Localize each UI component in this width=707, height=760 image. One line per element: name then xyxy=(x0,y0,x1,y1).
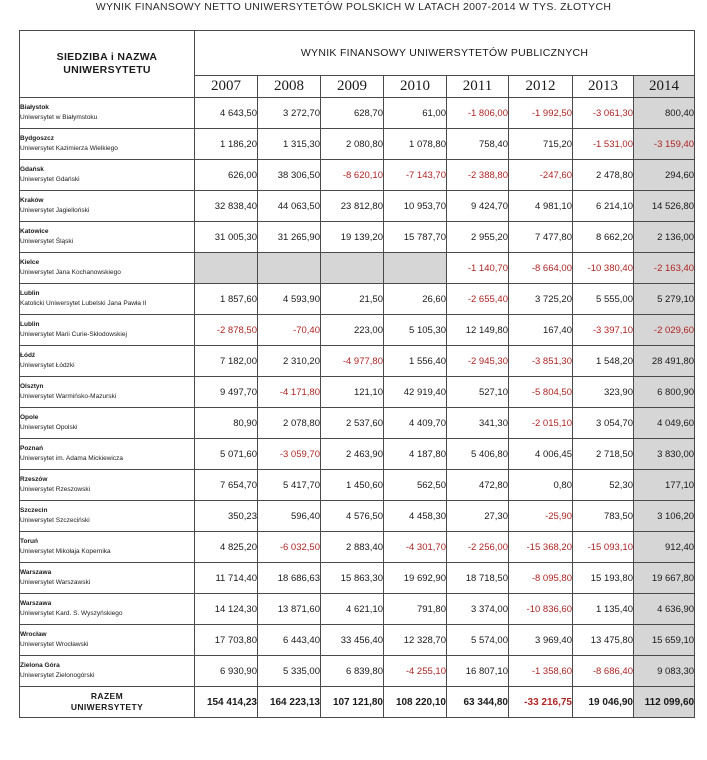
value-cell-2011: -2 388,80 xyxy=(447,160,509,191)
value-cell-2013: 3 054,70 xyxy=(573,408,634,439)
value-cell-2012: -1 992,50 xyxy=(509,98,573,129)
total-value-2014: 112 099,60 xyxy=(634,687,695,718)
value-cell-2007: 80,90 xyxy=(195,408,258,439)
value-cell-2007 xyxy=(195,253,258,284)
value-cell-2009: -4 977,80 xyxy=(321,346,384,377)
value-cell-2008: 3 272,70 xyxy=(258,98,321,129)
value-cell-2008: 4 593,90 xyxy=(258,284,321,315)
total-value-2013: 19 046,90 xyxy=(573,687,634,718)
value-cell-2014: 2 136,00 xyxy=(634,222,695,253)
university-cell xyxy=(20,439,195,470)
value-cell-2013: 8 662,20 xyxy=(573,222,634,253)
university-name: Uniwersytet im. Adama Mickiewicza xyxy=(20,455,123,462)
year-header-2009: 2009 xyxy=(321,76,384,98)
table-row xyxy=(20,625,695,656)
value-cell-2013: -15 093,10 xyxy=(573,532,634,563)
value-cell-2008: 2 078,80 xyxy=(258,408,321,439)
table-row xyxy=(20,284,695,315)
university-city: Warszawa xyxy=(20,569,52,576)
value-cell-2010: 12 328,70 xyxy=(384,625,447,656)
value-cell-2008 xyxy=(258,253,321,284)
value-cell-2013: -1 531,00 xyxy=(573,129,634,160)
total-value-2010: 108 220,10 xyxy=(384,687,447,718)
year-header-2012: 2012 xyxy=(509,76,573,98)
university-city: Opole xyxy=(20,414,39,421)
value-cell-2008: -4 171,80 xyxy=(258,377,321,408)
value-cell-2011: 758,40 xyxy=(447,129,509,160)
value-cell-2012: 7 477,80 xyxy=(509,222,573,253)
value-cell-2010: -7 143,70 xyxy=(384,160,447,191)
value-cell-2008: 5 417,70 xyxy=(258,470,321,501)
value-cell-2011: -2 256,00 xyxy=(447,532,509,563)
university-city: Katowice xyxy=(20,228,49,235)
value-cell-2010: 4 409,70 xyxy=(384,408,447,439)
value-cell-2014: 28 491,80 xyxy=(634,346,695,377)
value-cell-2013: 323,90 xyxy=(573,377,634,408)
university-city: Wrocław xyxy=(20,631,47,638)
total-label-line2: UNIWERSYTETY xyxy=(70,702,144,712)
value-cell-2012: -8 664,00 xyxy=(509,253,573,284)
total-row xyxy=(20,687,695,718)
university-city: Poznań xyxy=(20,445,44,452)
university-cell xyxy=(20,129,195,160)
value-cell-2011: -1 140,70 xyxy=(447,253,509,284)
table-row xyxy=(20,532,695,563)
year-header-2007: 2007 xyxy=(195,76,258,98)
university-city: Toruń xyxy=(20,538,38,545)
value-cell-2009: 2 463,90 xyxy=(321,439,384,470)
university-city: Gdańsk xyxy=(20,166,44,173)
university-name: Uniwersytet Kazimierza Wielkiego xyxy=(20,145,118,152)
value-cell-2013: 2 478,80 xyxy=(573,160,634,191)
value-cell-2008: -70,40 xyxy=(258,315,321,346)
value-cell-2007: 1 186,20 xyxy=(195,129,258,160)
value-cell-2008: -6 032,50 xyxy=(258,532,321,563)
university-city: Lublin xyxy=(20,321,40,328)
value-cell-2010 xyxy=(384,253,447,284)
university-city: Łódź xyxy=(20,352,36,359)
value-cell-2008: 38 306,50 xyxy=(258,160,321,191)
university-cell xyxy=(20,253,195,284)
value-cell-2010: 26,60 xyxy=(384,284,447,315)
value-cell-2012: -3 851,30 xyxy=(509,346,573,377)
table-row xyxy=(20,377,695,408)
value-cell-2009: 2 537,60 xyxy=(321,408,384,439)
value-cell-2009: 121,10 xyxy=(321,377,384,408)
value-cell-2012: 0,80 xyxy=(509,470,573,501)
value-cell-2008: 18 686,63 xyxy=(258,563,321,594)
financial-results-table xyxy=(19,30,695,718)
table-row xyxy=(20,470,695,501)
value-cell-2011: -1 806,00 xyxy=(447,98,509,129)
value-cell-2011: 527,10 xyxy=(447,377,509,408)
university-cell xyxy=(20,98,195,129)
university-header-line1: SIEDZIBA i NAZWA xyxy=(56,51,158,63)
value-cell-2007: 1 857,60 xyxy=(195,284,258,315)
value-cell-2013: 6 214,10 xyxy=(573,191,634,222)
university-cell xyxy=(20,160,195,191)
university-city: Olsztyn xyxy=(20,383,44,390)
university-cell xyxy=(20,594,195,625)
value-cell-2014: -2 029,60 xyxy=(634,315,695,346)
value-cell-2007: 7 182,00 xyxy=(195,346,258,377)
value-cell-2009: 21,50 xyxy=(321,284,384,315)
value-cell-2014: 6 800,90 xyxy=(634,377,695,408)
table-row xyxy=(20,408,695,439)
value-cell-2010: 1 078,80 xyxy=(384,129,447,160)
value-cell-2014: 15 659,10 xyxy=(634,625,695,656)
university-cell xyxy=(20,656,195,687)
value-cell-2010: 15 787,70 xyxy=(384,222,447,253)
value-cell-2011: 27,30 xyxy=(447,501,509,532)
value-cell-2011: -2 945,30 xyxy=(447,346,509,377)
value-cell-2014: 19 667,80 xyxy=(634,563,695,594)
value-cell-2012: 167,40 xyxy=(509,315,573,346)
value-cell-2012: -2 015,10 xyxy=(509,408,573,439)
university-cell xyxy=(20,191,195,222)
table-row xyxy=(20,346,695,377)
value-cell-2007: 626,00 xyxy=(195,160,258,191)
university-name: Uniwersytet Łódzki xyxy=(20,362,75,369)
value-cell-2014: 3 830,00 xyxy=(634,439,695,470)
university-city: Warszawa xyxy=(20,600,52,607)
table-row xyxy=(20,439,695,470)
value-cell-2013: 2 718,50 xyxy=(573,439,634,470)
university-name: Uniwersytet Warszawski xyxy=(20,579,91,586)
university-name: Uniwersytet Rzeszowski xyxy=(20,486,91,493)
value-cell-2009: 2 080,80 xyxy=(321,129,384,160)
value-cell-2011: 472,80 xyxy=(447,470,509,501)
university-city: Kraków xyxy=(20,197,44,204)
value-cell-2009: 2 883,40 xyxy=(321,532,384,563)
page-title: WYNIK FINANSOWY NETTO UNIWERSYTETÓW POLSKICH W LATACH 2007-2014 W TYS. ZŁOTYCH xyxy=(95,1,612,13)
results-group-header: WYNIK FINANSOWY UNIWERSYTETÓW PUBLICZNYCH xyxy=(195,31,695,76)
value-cell-2014: 9 083,30 xyxy=(634,656,695,687)
value-cell-2010: 4 458,30 xyxy=(384,501,447,532)
value-cell-2011: 3 374,00 xyxy=(447,594,509,625)
value-cell-2009: 1 450,60 xyxy=(321,470,384,501)
university-city: Zielona Góra xyxy=(20,662,60,669)
value-cell-2010: 791,80 xyxy=(384,594,447,625)
table-row xyxy=(20,191,695,222)
value-cell-2008: 5 335,00 xyxy=(258,656,321,687)
value-cell-2013: 1 135,40 xyxy=(573,594,634,625)
value-cell-2010: 562,50 xyxy=(384,470,447,501)
value-cell-2014: -2 163,40 xyxy=(634,253,695,284)
value-cell-2014: 3 106,20 xyxy=(634,501,695,532)
year-header-2013: 2013 xyxy=(573,76,634,98)
value-cell-2013: 1 548,20 xyxy=(573,346,634,377)
value-cell-2009: 19 139,20 xyxy=(321,222,384,253)
table-body xyxy=(20,98,695,687)
value-cell-2013: -8 686,40 xyxy=(573,656,634,687)
value-cell-2014: 14 526,80 xyxy=(634,191,695,222)
university-cell xyxy=(20,408,195,439)
table-row xyxy=(20,222,695,253)
value-cell-2008: 31 265,90 xyxy=(258,222,321,253)
total-value-2012: -33 216,75 xyxy=(509,687,573,718)
value-cell-2007: 31 005,30 xyxy=(195,222,258,253)
value-cell-2007: 17 703,80 xyxy=(195,625,258,656)
total-value-2008: 164 223,13 xyxy=(258,687,321,718)
university-city: Bydgoszcz xyxy=(20,135,54,142)
table-row xyxy=(20,563,695,594)
value-cell-2008: 6 443,40 xyxy=(258,625,321,656)
value-cell-2012: 3 969,40 xyxy=(509,625,573,656)
value-cell-2007: 32 838,40 xyxy=(195,191,258,222)
table-row xyxy=(20,315,695,346)
year-header-2010: 2010 xyxy=(384,76,447,98)
university-name: Uniwersytet Szczeciński xyxy=(20,517,90,524)
value-cell-2009 xyxy=(321,253,384,284)
value-cell-2011: 18 718,50 xyxy=(447,563,509,594)
value-cell-2013: -10 380,40 xyxy=(573,253,634,284)
value-cell-2013: 15 193,80 xyxy=(573,563,634,594)
value-cell-2008: 596,40 xyxy=(258,501,321,532)
value-cell-2011: -2 655,40 xyxy=(447,284,509,315)
value-cell-2012: 3 725,20 xyxy=(509,284,573,315)
value-cell-2010: -4 255,10 xyxy=(384,656,447,687)
value-cell-2012: -10 836,60 xyxy=(509,594,573,625)
value-cell-2013: 52,30 xyxy=(573,470,634,501)
value-cell-2014: 4 636,90 xyxy=(634,594,695,625)
value-cell-2010: 61,00 xyxy=(384,98,447,129)
university-name: Uniwersytet Opolski xyxy=(20,424,78,431)
university-cell xyxy=(20,222,195,253)
table-row xyxy=(20,98,695,129)
total-value-2009: 107 121,80 xyxy=(321,687,384,718)
value-cell-2010: 4 187,80 xyxy=(384,439,447,470)
university-name: Uniwersytet Marii Curie-Skłodowskiej xyxy=(20,331,127,338)
university-header-line2: UNIWERSYTETU xyxy=(63,64,151,76)
value-cell-2014: 912,40 xyxy=(634,532,695,563)
value-cell-2009: 23 812,80 xyxy=(321,191,384,222)
university-city: Rzeszów xyxy=(20,476,48,483)
university-city: Szczecin xyxy=(20,507,48,514)
value-cell-2011: 2 955,20 xyxy=(447,222,509,253)
value-cell-2013: -3 061,30 xyxy=(573,98,634,129)
university-name: Uniwersytet Warmińsko-Mazurski xyxy=(20,393,117,400)
university-column-header xyxy=(20,31,195,98)
value-cell-2008: 13 871,60 xyxy=(258,594,321,625)
value-cell-2011: 12 149,80 xyxy=(447,315,509,346)
value-cell-2007: 9 497,70 xyxy=(195,377,258,408)
university-cell xyxy=(20,346,195,377)
value-cell-2009: 6 839,80 xyxy=(321,656,384,687)
table-row xyxy=(20,656,695,687)
value-cell-2013: 5 555,00 xyxy=(573,284,634,315)
value-cell-2013: 13 475,80 xyxy=(573,625,634,656)
value-cell-2014: 177,10 xyxy=(634,470,695,501)
university-cell xyxy=(20,377,195,408)
university-name: Uniwersytet Jana Kochanowskiego xyxy=(20,269,121,276)
value-cell-2010: 42 919,40 xyxy=(384,377,447,408)
value-cell-2014: 4 049,60 xyxy=(634,408,695,439)
university-name: Uniwersytet Gdański xyxy=(20,176,80,183)
value-cell-2007: 4 825,20 xyxy=(195,532,258,563)
value-cell-2011: 5 574,00 xyxy=(447,625,509,656)
value-cell-2012: -1 358,60 xyxy=(509,656,573,687)
value-cell-2011: 9 424,70 xyxy=(447,191,509,222)
value-cell-2009: 4 621,10 xyxy=(321,594,384,625)
value-cell-2007: 11 714,40 xyxy=(195,563,258,594)
total-value-2011: 63 344,80 xyxy=(447,687,509,718)
value-cell-2008: 44 063,50 xyxy=(258,191,321,222)
value-cell-2010: 10 953,70 xyxy=(384,191,447,222)
university-cell xyxy=(20,315,195,346)
value-cell-2007: 4 643,50 xyxy=(195,98,258,129)
value-cell-2012: -8 095,80 xyxy=(509,563,573,594)
university-name: Uniwersytet w Białymstoku xyxy=(20,114,98,121)
university-cell xyxy=(20,470,195,501)
value-cell-2009: 33 456,40 xyxy=(321,625,384,656)
table-row xyxy=(20,129,695,160)
value-cell-2014: 800,40 xyxy=(634,98,695,129)
value-cell-2010: -4 301,70 xyxy=(384,532,447,563)
university-name: Uniwersytet Kard. S. Wyszyńskiego xyxy=(20,610,123,617)
value-cell-2008: 1 315,30 xyxy=(258,129,321,160)
value-cell-2009: 223,00 xyxy=(321,315,384,346)
university-city: Białystok xyxy=(20,104,49,111)
value-cell-2009: 15 863,30 xyxy=(321,563,384,594)
value-cell-2014: 5 279,10 xyxy=(634,284,695,315)
university-city: Kielce xyxy=(20,259,40,266)
table-row xyxy=(20,160,695,191)
university-cell xyxy=(20,284,195,315)
value-cell-2009: 4 576,50 xyxy=(321,501,384,532)
value-cell-2014: -3 159,40 xyxy=(634,129,695,160)
university-city: Lublin xyxy=(20,290,40,297)
value-cell-2010: 5 105,30 xyxy=(384,315,447,346)
value-cell-2008: -3 059,70 xyxy=(258,439,321,470)
value-cell-2012: -15 368,20 xyxy=(509,532,573,563)
table-row xyxy=(20,253,695,284)
value-cell-2007: 6 930,90 xyxy=(195,656,258,687)
value-cell-2007: 14 124,30 xyxy=(195,594,258,625)
total-label-line1: RAZEM xyxy=(90,691,124,701)
total-label xyxy=(20,687,195,718)
value-cell-2012: 715,20 xyxy=(509,129,573,160)
value-cell-2012: -25,90 xyxy=(509,501,573,532)
value-cell-2011: 16 807,10 xyxy=(447,656,509,687)
university-name: Uniwersytet Śląski xyxy=(20,238,74,245)
university-name: Uniwersytet Zielonogórski xyxy=(20,672,95,679)
value-cell-2012: -247,60 xyxy=(509,160,573,191)
university-name: Uniwersytet Mikołaja Kopernika xyxy=(20,548,111,555)
value-cell-2011: 341,30 xyxy=(447,408,509,439)
value-cell-2011: 5 406,80 xyxy=(447,439,509,470)
value-cell-2008: 2 310,20 xyxy=(258,346,321,377)
university-cell xyxy=(20,501,195,532)
value-cell-2007: 7 654,70 xyxy=(195,470,258,501)
year-header-2008: 2008 xyxy=(258,76,321,98)
value-cell-2013: 783,50 xyxy=(573,501,634,532)
value-cell-2007: 5 071,60 xyxy=(195,439,258,470)
university-name: Katolicki Uniwersytet Lubelski Jana Pawła II xyxy=(20,300,147,307)
value-cell-2007: 350,23 xyxy=(195,501,258,532)
year-header-2011: 2011 xyxy=(447,76,509,98)
value-cell-2012: -5 804,50 xyxy=(509,377,573,408)
university-name: Uniwersytet Jagielloński xyxy=(20,207,90,214)
value-cell-2009: -8 620,10 xyxy=(321,160,384,191)
value-cell-2012: 4 006,45 xyxy=(509,439,573,470)
value-cell-2010: 1 556,40 xyxy=(384,346,447,377)
value-cell-2012: 4 981,10 xyxy=(509,191,573,222)
university-cell xyxy=(20,563,195,594)
value-cell-2010: 19 692,90 xyxy=(384,563,447,594)
university-cell xyxy=(20,532,195,563)
value-cell-2014: 294,60 xyxy=(634,160,695,191)
value-cell-2009: 628,70 xyxy=(321,98,384,129)
university-cell xyxy=(20,625,195,656)
value-cell-2013: -3 397,10 xyxy=(573,315,634,346)
table-row xyxy=(20,594,695,625)
table-row xyxy=(20,501,695,532)
total-value-2007: 154 414,23 xyxy=(195,687,258,718)
university-name: Uniwersytet Wrocławski xyxy=(20,641,89,648)
year-header-2014: 2014 xyxy=(634,76,695,98)
value-cell-2007: -2 878,50 xyxy=(195,315,258,346)
